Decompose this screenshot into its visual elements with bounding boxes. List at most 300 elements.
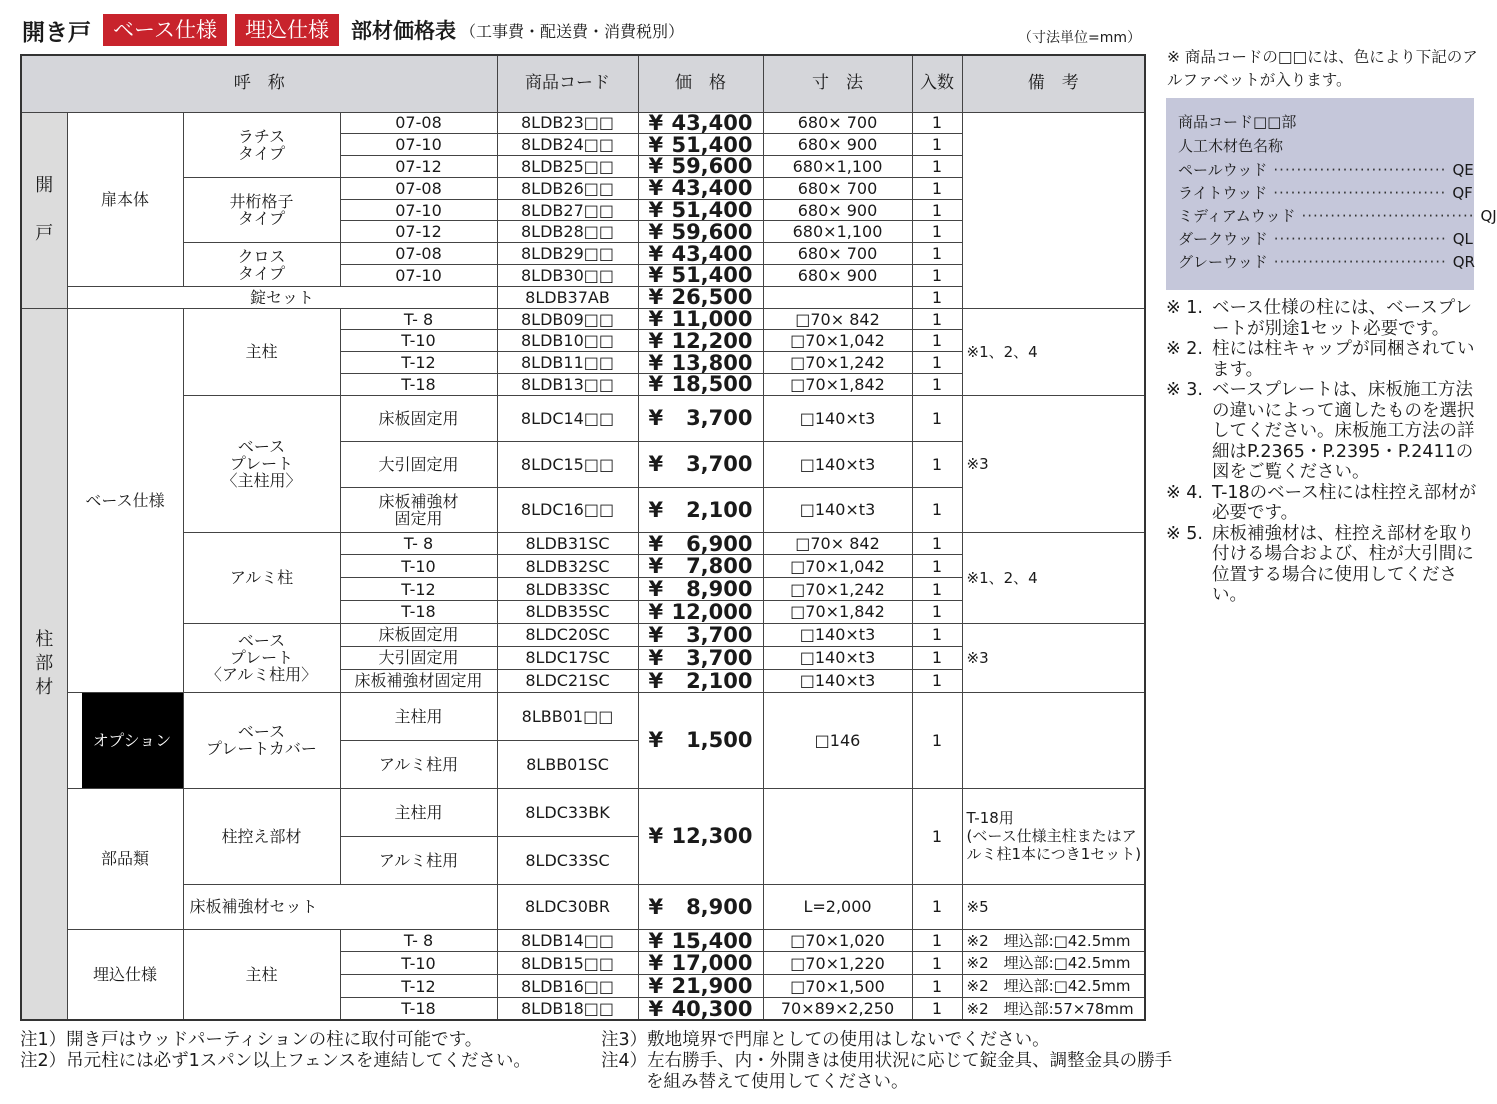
table-cell: 1 — [912, 265, 962, 287]
table-row — [21, 692, 1145, 740]
table-cell: T- 8 — [340, 532, 497, 555]
leader-dots: ······························ — [1301, 207, 1475, 225]
table-cell: ベース プレート 〈主柱用〉 — [183, 395, 340, 532]
table-cell: 8LDB10□□ — [497, 330, 638, 352]
yen-symbol: ¥ — [648, 996, 664, 1021]
table-cell: 埋込仕様 — [67, 929, 183, 1020]
table-cell: 8LDB32SC — [497, 555, 638, 578]
legend-head1: 商品コード□□部 — [1178, 113, 1297, 131]
table-cell: 1 — [912, 134, 962, 156]
color-code: QR — [1452, 253, 1475, 271]
table-cell: 07-08 — [340, 112, 497, 134]
table-cell: 1 — [912, 788, 962, 884]
table-cell: 柱控え部材 — [183, 788, 340, 884]
table-cell: 床板固定用 — [340, 623, 497, 646]
table-cell: □70× 842 — [763, 308, 912, 330]
yen-symbol: ¥ — [648, 599, 664, 624]
table-cell: □70×1,242 — [763, 352, 912, 374]
table-cell: 8LDB27□□ — [497, 199, 638, 221]
table-cell: 1 — [912, 308, 962, 330]
table-cell: 8LDB31SC — [497, 532, 638, 555]
yen-symbol: ¥ — [648, 328, 664, 353]
unit-note: （寸法単位=mm） — [1018, 30, 1142, 46]
price-cell — [638, 177, 763, 199]
table-cell: 07-10 — [340, 134, 497, 156]
table-row — [21, 929, 1145, 952]
table-cell: 1 — [912, 156, 962, 178]
color-name: ダークウッド — [1178, 230, 1268, 248]
yen-symbol: ¥ — [648, 951, 664, 976]
remarks-cell: ※5 — [962, 884, 1145, 929]
yen-symbol: ¥ — [648, 554, 664, 579]
yen-symbol: ¥ — [648, 198, 664, 223]
price-value: 26,500 — [671, 285, 753, 310]
table-cell: 07-10 — [340, 265, 497, 287]
table-cell: 8LDB18□□ — [497, 997, 638, 1020]
price-value: 21,900 — [671, 974, 753, 999]
note-item — [1166, 298, 1478, 339]
table-row — [21, 112, 1145, 134]
table-cell: 1 — [912, 555, 962, 578]
table-cell: □70×1,242 — [763, 578, 912, 601]
table-cell: 8LDC17SC — [497, 646, 638, 669]
price-value: 7,800 — [686, 554, 753, 579]
column-header: 商品コード — [497, 55, 638, 112]
table-cell: 8LDB11□□ — [497, 352, 638, 374]
table-cell: 680× 900 — [763, 199, 912, 221]
yen-symbol: ¥ — [648, 219, 664, 244]
table-cell: 8LDC16□□ — [497, 487, 638, 532]
table-cell: □70× 842 — [763, 532, 912, 555]
price-cell — [638, 265, 763, 287]
table-cell: □70×1,220 — [763, 952, 912, 975]
yen-symbol: ¥ — [648, 350, 664, 375]
price-cell — [638, 487, 763, 532]
color-name: グレーウッド — [1178, 253, 1268, 271]
price-value: 11,000 — [671, 307, 753, 332]
note-key: ※ 2. — [1166, 339, 1203, 359]
yen-symbol: ¥ — [648, 894, 664, 919]
table-cell: 1 — [912, 395, 962, 441]
legend-item — [1178, 183, 1473, 203]
title-main: 開き戸 — [22, 19, 91, 46]
price-cell — [638, 134, 763, 156]
price-cell — [638, 156, 763, 178]
table-cell: 1 — [912, 997, 962, 1020]
option-label-cell — [67, 692, 183, 788]
price-cell — [638, 646, 763, 669]
yen-symbol: ¥ — [648, 307, 664, 332]
table-cell: T-18 — [340, 373, 497, 395]
table-cell: 70×89×2,250 — [763, 997, 912, 1020]
yen-symbol: ¥ — [648, 531, 664, 556]
yen-symbol: ¥ — [648, 577, 664, 602]
yen-symbol: ¥ — [648, 622, 664, 647]
table-cell: □140×t3 — [763, 487, 912, 532]
yen-symbol: ¥ — [648, 110, 664, 135]
table-cell: 扉本体 — [67, 112, 183, 286]
price-table — [20, 54, 1146, 1021]
yen-symbol: ¥ — [648, 241, 664, 266]
table-cell: 1 — [912, 352, 962, 374]
table-cell: □140×t3 — [763, 441, 912, 487]
table-cell: 8LDB16□□ — [497, 975, 638, 998]
table-cell: 680× 900 — [763, 265, 912, 287]
table-cell: 主柱 — [183, 929, 340, 1020]
table-cell: 1 — [912, 929, 962, 952]
column-header: 備 考 — [962, 55, 1145, 112]
color-legend — [1166, 98, 1497, 290]
remarks-cell: ※2 埋込部:□42.5mm — [962, 975, 1145, 998]
table-cell: 1 — [912, 487, 962, 532]
table-cell: 1 — [912, 623, 962, 646]
table-row — [21, 788, 1145, 836]
leader-dots: ······························ — [1273, 230, 1447, 248]
yen-symbol: ¥ — [648, 285, 664, 310]
table-cell: 床板補強材セット — [183, 884, 497, 929]
price-value: 3,700 — [686, 645, 753, 670]
color-code: QF — [1452, 184, 1473, 202]
price-value: 51,400 — [671, 132, 753, 157]
price-cell — [638, 788, 763, 884]
table-cell: 8LDC14□□ — [497, 395, 638, 441]
table-cell: 680×1,100 — [763, 156, 912, 178]
price-value: 59,600 — [671, 154, 753, 179]
price-cell — [638, 884, 763, 929]
price-cell — [638, 373, 763, 395]
note-text: 柱には柱キャップが同梱されています。 — [1212, 339, 1475, 380]
price-value: 3,700 — [686, 622, 753, 647]
yen-symbol: ¥ — [648, 406, 664, 431]
table-cell: 680×1,100 — [763, 221, 912, 243]
note-item — [1166, 524, 1478, 606]
table-cell: 8LDB23□□ — [497, 112, 638, 134]
yen-symbol: ¥ — [648, 452, 664, 477]
table-cell: 部品類 — [67, 788, 183, 929]
table-cell: 8LDB30□□ — [497, 265, 638, 287]
remarks-cell: ※3 — [962, 623, 1145, 692]
table-cell: 8LDB09□□ — [497, 308, 638, 330]
leader-dots: ······························ — [1273, 161, 1447, 179]
price-value: 3,700 — [686, 406, 753, 431]
note-key: ※ 3. — [1166, 380, 1203, 400]
table-cell: 1 — [912, 286, 962, 308]
section-label: 柱 部 材 — [21, 308, 67, 1020]
note-key: ※ 4. — [1166, 482, 1203, 503]
table-cell: □140×t3 — [763, 669, 912, 692]
table-cell: 8LBB01SC — [497, 740, 638, 788]
table-cell: 1 — [912, 373, 962, 395]
table-cell: 8LDC33SC — [497, 836, 638, 884]
table-cell: 07-08 — [340, 243, 497, 265]
yen-symbol: ¥ — [648, 154, 664, 179]
footnote-3: 注3）敷地境界で門扉としての使用はしないでください。 — [601, 1030, 1050, 1050]
table-cell — [763, 788, 912, 884]
table-cell: 8LDB29□□ — [497, 243, 638, 265]
price-value: 6,900 — [686, 531, 753, 556]
note-text: T-18のベース柱には柱控え部材が必要です。 — [1212, 482, 1477, 523]
table-cell: 8LDB37AB — [497, 286, 638, 308]
table-cell: T-12 — [340, 352, 497, 374]
table-cell: 8LDB13□□ — [497, 373, 638, 395]
price-cell — [638, 555, 763, 578]
table-cell: □140×t3 — [763, 395, 912, 441]
note-text: ベース仕様の柱には、ベースプレートが別途1セット必要です。 — [1212, 298, 1473, 339]
table-cell: T- 8 — [340, 308, 497, 330]
table-cell: ベース仕様 — [67, 308, 183, 692]
price-value: 8,900 — [686, 577, 753, 602]
footnote-4: 注4）左右勝手、内・外開きは使用状況に応じて錠金具、調整金具の勝手を組み替えて使用してください。 — [601, 1051, 1173, 1092]
table-cell: 床板補強材固定用 — [340, 669, 497, 692]
note-item — [1166, 380, 1478, 483]
notes-list — [1166, 298, 1478, 606]
note-text: ベースプレートは、床板施工方法の違いによって適したものを選択してください。床板施工方法の詳細はP.2365・P.2395・P.2411の図をご覧ください。 — [1212, 380, 1475, 482]
badge-base: ベース仕様 — [103, 14, 227, 46]
table-cell: 8LBB01□□ — [497, 692, 638, 740]
remarks-cell: ※2 埋込部:□42.5mm — [962, 952, 1145, 975]
yen-symbol: ¥ — [648, 497, 664, 522]
table-cell: 680× 900 — [763, 134, 912, 156]
price-value: 2,100 — [686, 668, 753, 693]
table-cell: 8LDC21SC — [497, 669, 638, 692]
price-cell — [638, 692, 763, 788]
table-cell: □70×1,020 — [763, 929, 912, 952]
yen-symbol: ¥ — [648, 824, 664, 849]
table-cell: クロス タイプ — [183, 243, 340, 287]
table-cell: □70×1,042 — [763, 330, 912, 352]
note-item — [1166, 339, 1478, 380]
table-cell: □140×t3 — [763, 623, 912, 646]
table-cell: L=2,000 — [763, 884, 912, 929]
table-cell: 1 — [912, 669, 962, 692]
price-value: 3,700 — [686, 452, 753, 477]
yen-symbol: ¥ — [648, 645, 664, 670]
table-cell — [962, 112, 1145, 308]
table-cell: 8LDC15□□ — [497, 441, 638, 487]
price-value: 40,300 — [671, 996, 753, 1021]
remarks-cell: ※2 埋込部:57×78mm — [962, 997, 1145, 1020]
table-cell: 床板補強材 固定用 — [340, 487, 497, 532]
table-cell: 680× 700 — [763, 177, 912, 199]
table-cell: 1 — [912, 952, 962, 975]
table-cell: 1 — [912, 884, 962, 929]
table-cell: アルミ柱用 — [340, 740, 497, 788]
table-cell: 680× 700 — [763, 243, 912, 265]
table-cell — [763, 286, 912, 308]
price-value: 18,500 — [671, 372, 753, 397]
table-cell: 8LDB14□□ — [497, 929, 638, 952]
price-cell — [638, 532, 763, 555]
column-header: 寸 法 — [763, 55, 912, 112]
price-value: 43,400 — [671, 110, 753, 135]
table-cell: 1 — [912, 692, 962, 788]
table-row — [21, 623, 1145, 646]
price-value: 12,000 — [671, 599, 753, 624]
price-cell — [638, 199, 763, 221]
price-cell — [638, 669, 763, 692]
color-code: QJ — [1480, 207, 1497, 225]
table-row — [21, 395, 1145, 441]
legend-item — [1178, 206, 1497, 226]
table-cell: ラチス タイプ — [183, 112, 340, 177]
table-cell: 8LDB24□□ — [497, 134, 638, 156]
table-cell: 1 — [912, 221, 962, 243]
price-cell — [638, 330, 763, 352]
table-cell: 07-12 — [340, 156, 497, 178]
table-cell: 1 — [912, 441, 962, 487]
yen-symbol: ¥ — [648, 728, 664, 753]
remarks-cell: ※3 — [962, 395, 1145, 532]
price-cell — [638, 395, 763, 441]
note-key: ※ 1. — [1166, 298, 1203, 318]
table-row — [21, 532, 1145, 555]
table-row — [21, 308, 1145, 330]
price-value: 2,100 — [686, 497, 753, 522]
table-cell: アルミ柱 — [183, 532, 340, 623]
remarks-cell: ※2 埋込部:□42.5mm — [962, 929, 1145, 952]
table-cell: T-18 — [340, 997, 497, 1020]
table-cell: T-12 — [340, 578, 497, 601]
price-value: 17,000 — [671, 951, 753, 976]
price-cell — [638, 243, 763, 265]
price-cell — [638, 286, 763, 308]
yen-symbol: ¥ — [648, 372, 664, 397]
table-cell: 8LDB15□□ — [497, 952, 638, 975]
price-cell — [638, 352, 763, 374]
color-name: ミディアムウッド — [1178, 207, 1296, 225]
yen-symbol: ¥ — [648, 263, 664, 288]
table-cell: 錠セット — [67, 286, 497, 308]
price-cell — [638, 112, 763, 134]
legend-item — [1178, 252, 1475, 272]
table-cell: 1 — [912, 177, 962, 199]
price-value: 8,900 — [686, 894, 753, 919]
table-cell: □70×1,042 — [763, 555, 912, 578]
table-cell: 1 — [912, 243, 962, 265]
price-value: 13,800 — [671, 350, 753, 375]
footnote-2: 注2）吊元柱には必ず1スパン以上フェンスを連結してください。 — [20, 1051, 531, 1071]
table-cell: 8LDC30BR — [497, 884, 638, 929]
table-cell: □70×1,842 — [763, 373, 912, 395]
table-cell: □70×1,842 — [763, 600, 912, 623]
table-cell: T-12 — [340, 975, 497, 998]
yen-symbol: ¥ — [648, 928, 664, 953]
table-cell: アルミ柱用 — [340, 836, 497, 884]
table-cell: T-10 — [340, 330, 497, 352]
color-code: QL — [1452, 230, 1473, 248]
price-cell — [638, 997, 763, 1020]
table-row — [21, 884, 1145, 929]
table-cell: □140×t3 — [763, 646, 912, 669]
table-cell: 床板固定用 — [340, 395, 497, 441]
section-label: 開 戸 — [21, 112, 67, 308]
price-value: 59,600 — [671, 219, 753, 244]
note-item — [1166, 483, 1478, 524]
table-cell: 1 — [912, 112, 962, 134]
note-key: ※ 5. — [1166, 523, 1203, 544]
page-title — [22, 14, 684, 46]
price-value: 51,400 — [671, 198, 753, 223]
price-value: 12,200 — [671, 328, 753, 353]
yen-symbol: ¥ — [648, 176, 664, 201]
remarks-cell: T-18用 (ベース仕様主柱またはアルミ柱1本につき1セット) — [962, 788, 1145, 884]
yen-symbol: ¥ — [648, 974, 664, 999]
table-cell: □146 — [763, 692, 912, 788]
yen-symbol: ¥ — [648, 668, 664, 693]
table-cell: 8LDB25□□ — [497, 156, 638, 178]
remarks-cell: ※1、2、4 — [962, 532, 1145, 623]
yen-symbol: ¥ — [648, 132, 664, 157]
table-cell: 680× 700 — [763, 112, 912, 134]
table-cell: 07-10 — [340, 199, 497, 221]
table-cell: 1 — [912, 600, 962, 623]
table-cell: 8LDB26□□ — [497, 177, 638, 199]
price-cell — [638, 441, 763, 487]
price-cell — [638, 952, 763, 975]
color-note: ※ 商品コードの□□には、色により下記のアルファベットが入ります。 — [1167, 48, 1478, 89]
leader-dots: ······························ — [1273, 184, 1447, 202]
table-cell: ベース プレート 〈アルミ柱用〉 — [183, 623, 340, 692]
legend-item — [1178, 160, 1474, 180]
table-cell: 井桁格子 タイプ — [183, 177, 340, 242]
table-cell: 1 — [912, 975, 962, 998]
price-cell — [638, 623, 763, 646]
table-cell: T-18 — [340, 600, 497, 623]
table-cell: 8LDB28□□ — [497, 221, 638, 243]
price-cell — [638, 578, 763, 601]
color-code: QE — [1452, 161, 1474, 179]
table-cell: 8LDB35SC — [497, 600, 638, 623]
price-cell — [638, 929, 763, 952]
price-cell — [638, 600, 763, 623]
table-cell: 大引固定用 — [340, 646, 497, 669]
badge-embed: 埋込仕様 — [235, 14, 339, 46]
option-label: オプション — [82, 693, 183, 788]
table-cell: 1 — [912, 199, 962, 221]
color-name: ペールウッド — [1178, 161, 1268, 179]
table-cell: ベース プレートカバー — [183, 692, 340, 788]
table-cell: T- 8 — [340, 929, 497, 952]
column-header: 価 格 — [638, 55, 763, 112]
price-cell — [638, 975, 763, 998]
price-cell — [638, 308, 763, 330]
table-cell — [962, 692, 1145, 788]
price-value: 12,300 — [671, 824, 753, 849]
column-header: 入数 — [912, 55, 962, 112]
note-text: 床板補強材は、柱控え部材を取り付ける場合および、柱が大引間に位置する場合に使用してください。 — [1212, 523, 1475, 605]
table-cell: 主柱用 — [340, 788, 497, 836]
leader-dots: ······························ — [1273, 253, 1447, 271]
column-header: 呼 称 — [21, 55, 497, 112]
price-value: 43,400 — [671, 176, 753, 201]
table-cell: 1 — [912, 578, 962, 601]
price-value: 51,400 — [671, 263, 753, 288]
table-cell: T-10 — [340, 555, 497, 578]
table-cell: 1 — [912, 646, 962, 669]
legend-item — [1178, 229, 1473, 249]
price-cell — [638, 221, 763, 243]
table-cell: 8LDC33BK — [497, 788, 638, 836]
footnote-1: 注1）開き戸はウッドパーティションの柱に取付可能です。 — [20, 1030, 483, 1050]
table-cell: 1 — [912, 330, 962, 352]
table-cell: 大引固定用 — [340, 441, 497, 487]
title-sub: 部材価格表 — [350, 19, 456, 43]
table-cell: 1 — [912, 532, 962, 555]
price-value: 1,500 — [686, 728, 753, 753]
table-cell: 主柱 — [183, 308, 340, 395]
table-cell: 8LDC20SC — [497, 623, 638, 646]
table-cell: 07-08 — [340, 177, 497, 199]
